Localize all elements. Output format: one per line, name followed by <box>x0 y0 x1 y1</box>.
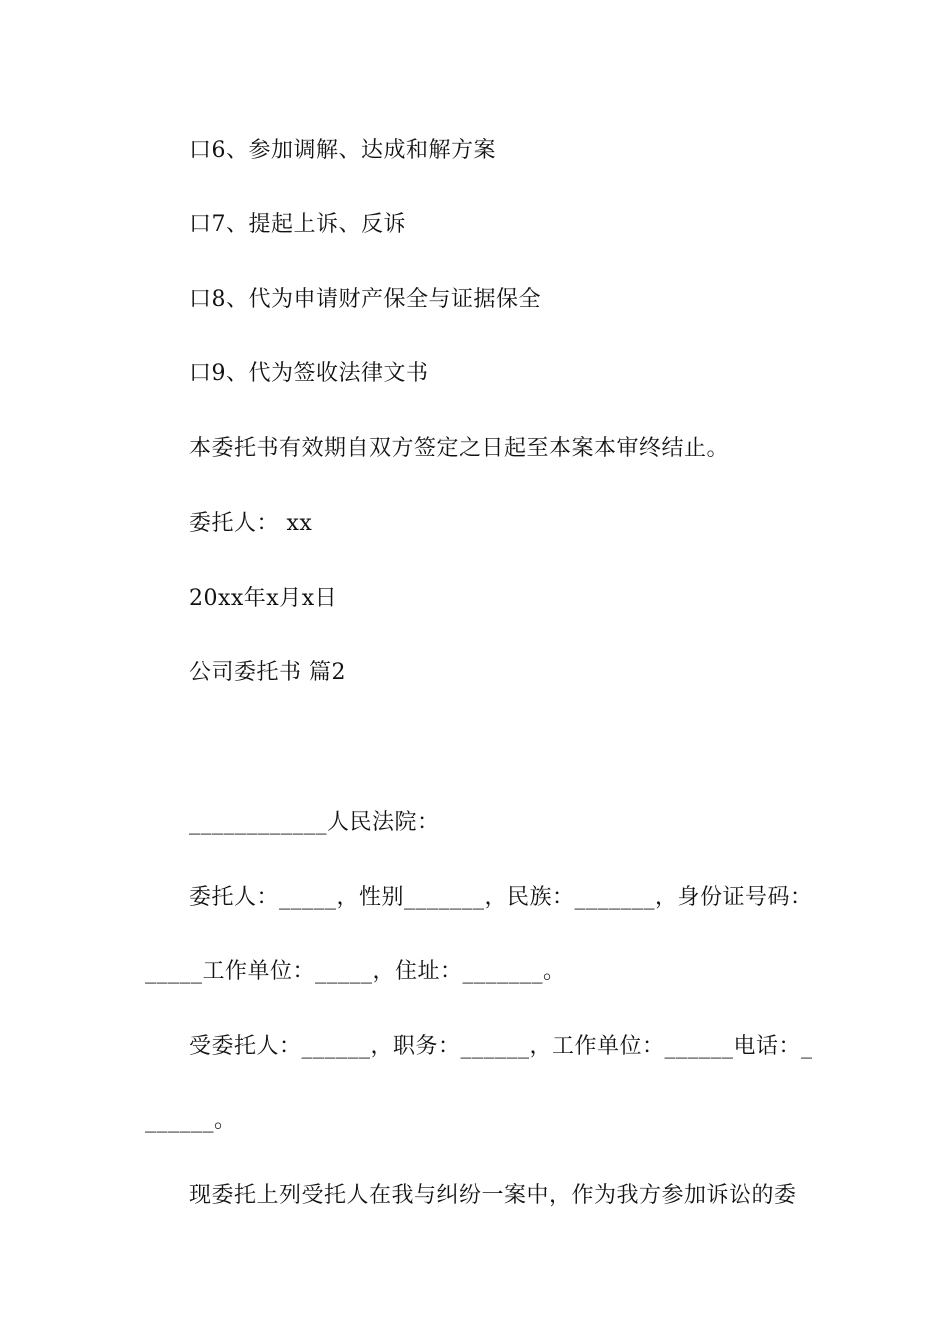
principal-info-line-1: 委托人：_____，性别_______，民族：_______，身份证号码： <box>189 885 813 910</box>
authority-item-8: 口8、代为申请财产保全与证据保全 <box>189 287 541 312</box>
validity-clause: 本委托书有效期自双方签定之日起至本案本审终结止。 <box>189 436 730 461</box>
section-heading: 公司委托书 篇2 <box>189 660 346 685</box>
authority-item-6: 口6、参加调解、达成和解方案 <box>189 138 496 163</box>
agent-info-line-2: ______。 <box>145 1108 237 1133</box>
principal-signature: 委托人： xx <box>189 511 313 536</box>
signature-date: 20xx年x月x日 <box>189 586 338 611</box>
court-addressee: ____________人民法院： <box>189 810 440 835</box>
authority-item-7: 口7、提起上诉、反诉 <box>189 212 406 237</box>
principal-info-line-2: _____工作单位：_____，住址：_______。 <box>145 959 566 984</box>
delegation-paragraph: 现委托上列受托人在我与纠纷一案中，作为我方参加诉讼的委 <box>189 1183 797 1208</box>
authority-item-9: 口9、代为签收法律文书 <box>189 361 429 386</box>
agent-info-line-1: 受委托人：______，职务：______，工作单位：______电话：_ <box>189 1034 813 1059</box>
